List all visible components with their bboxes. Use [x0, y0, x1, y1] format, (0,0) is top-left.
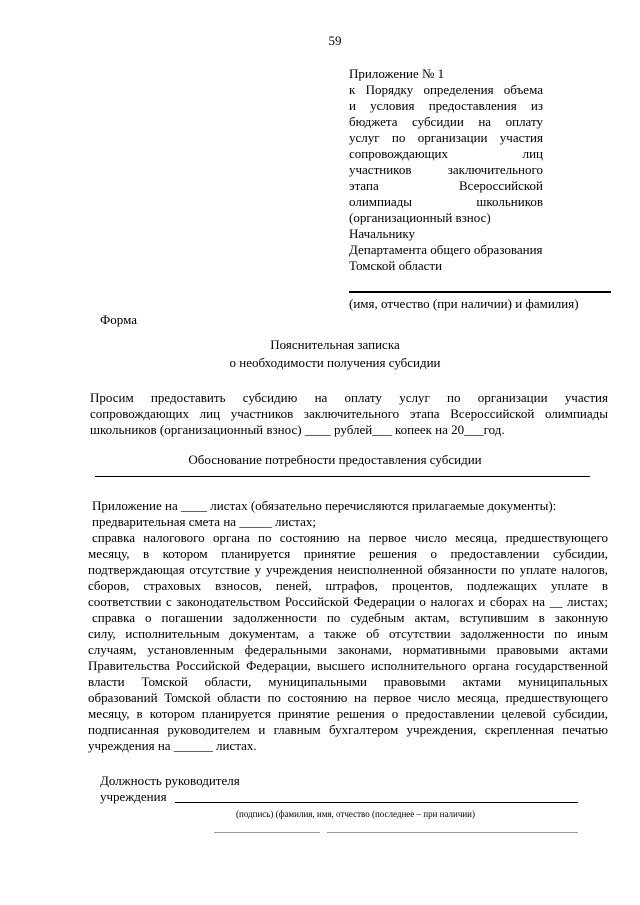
appendix-word: бюджета [349, 114, 398, 129]
attachment-line: учреждения на ______ листах. [88, 738, 257, 753]
name-caption: (имя, отчество (при наличии) и фамилия) [349, 296, 579, 311]
request-line: сопровождающих лиц участников заключительного этапа Всероссийской олимпиады [90, 406, 608, 421]
request-line: Просим предоставить субсидию на оплату услуг по организации участия [90, 390, 608, 405]
attachment-line: Приложение на ____ листах (обязательно перечисляются прилагаемые документы): [92, 498, 557, 513]
appendix-word: сопровождающих [349, 146, 448, 161]
appendix-word: лиц [522, 146, 543, 161]
request-line: школьников (организационный взнос) ____ рублей___ копеек на 20___год. [90, 422, 505, 437]
attachment-line: подтверждающая отсутствие у учреждения неисполненной обязанности по уплате налогов, [88, 562, 608, 577]
appendix-word: по [391, 130, 406, 145]
attachment-line: сборов, страховых взносов, пеней, штрафов, процентов, подлежащих уплате в [88, 578, 608, 593]
signature-line [175, 802, 578, 803]
attachment-line: власти Томской области, муниципальными правовыми актами муниципальных [88, 674, 608, 689]
appendix-word: заключительного [447, 162, 543, 177]
appendix-word: участия [499, 130, 543, 145]
appendix-word: олимпиады [349, 194, 413, 209]
appendix-word: школьников [476, 194, 543, 209]
appendix-word: оплату [505, 114, 543, 129]
attachment-line: силу, исполнительным документам, а также об отсутствии задолженности по иным [88, 626, 608, 641]
signature-caption: (подпись) (фамилия, имя, отчество (последнее – при наличии) [236, 809, 475, 819]
appendix-word: услуг [349, 130, 380, 145]
justification-heading: Обоснование потребности предоставления субсидии [188, 452, 482, 467]
note-title: Пояснительная записка [270, 337, 400, 352]
signature-blank-line [214, 832, 320, 833]
appendix-word: на [478, 114, 492, 129]
name-signature-line [349, 291, 611, 293]
attachment-line: Правительства Российской Федерации, высшего исполнительного органа государственной [88, 658, 608, 673]
addressee-line: Начальнику [349, 226, 416, 241]
appendix-word: из [530, 98, 543, 113]
attachment-line: месяцу, в котором планируется принятие решения о предоставлении целевой субсидии, [88, 706, 608, 721]
appendix-word: определения [423, 82, 494, 97]
appendix-word: участников [349, 162, 412, 177]
appendix-word: и [349, 98, 356, 113]
appendix-line [349, 178, 543, 194]
appendix-line [349, 98, 543, 114]
appendix-word: этапа [349, 178, 379, 193]
addressee-line: Томской области [349, 258, 443, 273]
appendix-word: Порядку [365, 82, 414, 97]
appendix-title: Приложение № 1 [349, 66, 445, 81]
appendix-word: объема [503, 82, 543, 97]
appendix-word: условия [370, 98, 415, 113]
appendix-line [349, 146, 543, 162]
note-subtitle: о необходимости получения субсидии [229, 355, 441, 370]
appendix-word: Всероссийской [458, 178, 543, 193]
appendix-word: предоставления [428, 98, 517, 113]
appendix-word: к [349, 82, 356, 97]
attachment-line: справка о погашении задолженности по судебным актам, вступившим в законную [92, 610, 608, 625]
attachment-line: соответствии с законодательством Российской Федерации о налогах и сборах на __ листах; [88, 594, 608, 609]
attachments-block [90, 498, 608, 754]
appendix-last-line: (организационный взнос) [349, 210, 491, 225]
addressee-line: Департамента общего образования [349, 242, 543, 257]
appendix-line [349, 130, 543, 146]
attachment-line: образований Томской области по состоянию на первое число месяца, предшествующего [88, 690, 608, 705]
appendix-word: организации [417, 130, 488, 145]
appendix-line [349, 82, 543, 98]
justification-line [95, 476, 590, 477]
appendix-word: субсидии [412, 114, 464, 129]
appendix-line [349, 114, 543, 130]
form-label: Форма [100, 312, 137, 327]
appendix-block [349, 66, 543, 274]
attachment-line: подписанная руководителем и главным бухгалтером учреждения, скрепленная печатью [88, 722, 608, 737]
attachment-line: случаям, установленным федеральными законами, нормативными правовыми актами [88, 642, 608, 657]
position-label: Должность руководителя [100, 773, 240, 788]
appendix-line [349, 162, 543, 178]
attachment-line: предварительная смета на _____ листах; [92, 514, 316, 529]
attachment-line: месяцу, в котором планируется принятие решения о предоставлении субсидии, [88, 546, 608, 561]
position-label-2: учреждения [100, 789, 167, 804]
attachment-line: справка налогового органа по состоянию на первое число месяца, предшествующего [92, 530, 608, 545]
page-number: 59 [328, 33, 342, 48]
appendix-line [349, 194, 543, 210]
name-blank-line [327, 832, 578, 833]
appendix-lines [349, 82, 543, 210]
